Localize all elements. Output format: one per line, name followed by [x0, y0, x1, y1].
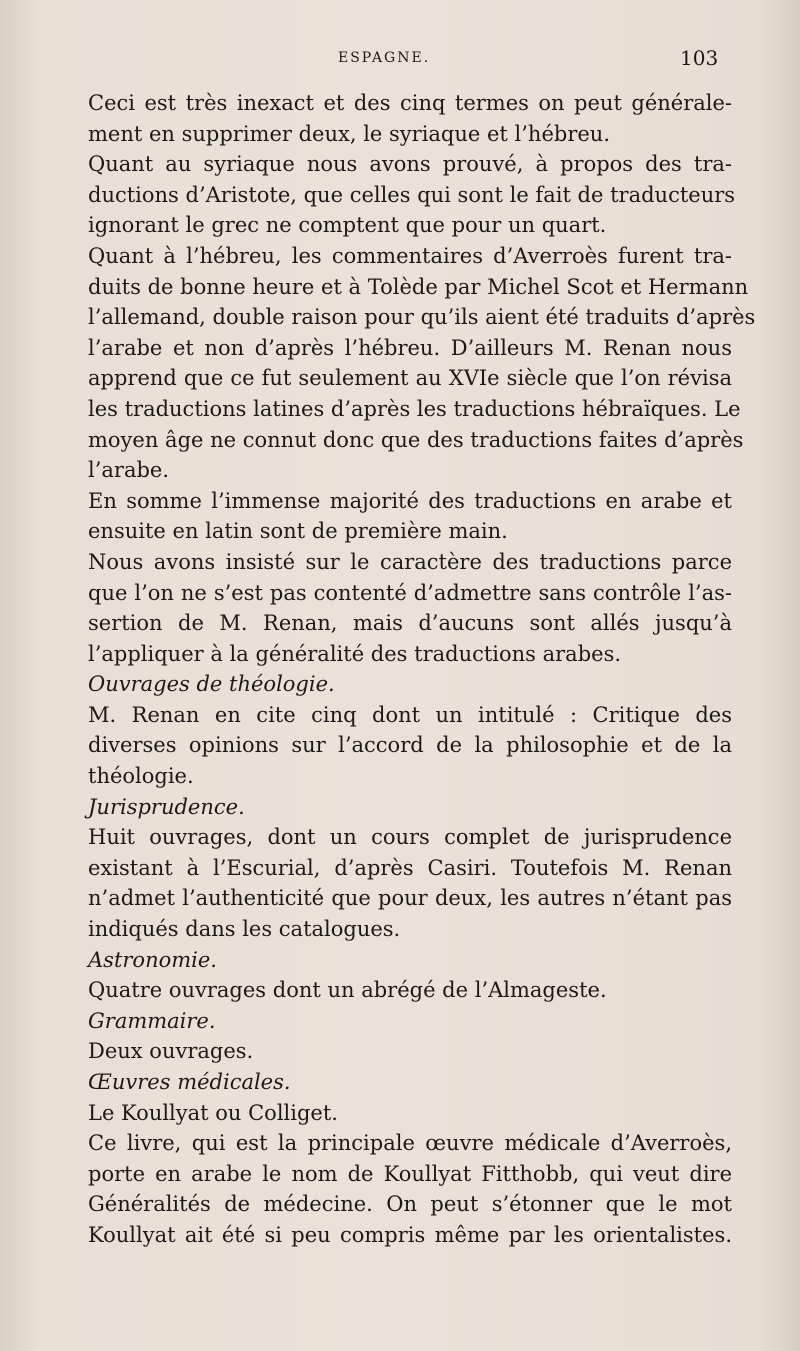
text-line: diverses opinions sur l’accord de la philosophie et de la — [88, 733, 732, 758]
paragraph — [64, 547, 732, 669]
text-line: l’allemand, double raison pour qu’ils aient été traduits d’après — [88, 305, 756, 330]
text-line: Quant à l’hébreu, les commentaires d’Averroès furent tra- — [88, 243, 732, 268]
text-line: Le Koullyat ou Colliget. — [88, 1100, 338, 1125]
text-line: Deux ouvrages. — [88, 1039, 254, 1064]
heading-text: Grammaire. — [88, 1008, 216, 1033]
text-line: duits de bonne heure et à Tolède par Michel Scot et Hermann — [88, 274, 749, 299]
paragraph — [64, 1098, 732, 1129]
text-line: ensuite en latin sont de première main. — [88, 519, 508, 544]
running-head-title: ESPAGNE. — [338, 50, 431, 66]
text-line: Nous avons insisté sur le caractère des traductions parce — [88, 549, 732, 574]
text-line: que l’on ne s’est pas contenté d’admettre sans contrôle l’as- — [88, 580, 732, 605]
section-heading — [64, 945, 732, 976]
paragraph — [64, 975, 732, 1006]
text-line: indiqués dans les catalogues. — [88, 917, 401, 942]
section-heading — [64, 669, 732, 700]
text-line: théologie. — [88, 764, 194, 789]
paragraph — [64, 1036, 732, 1067]
text-line: Ceci est très inexact et des cinq termes on peut générale- — [88, 91, 732, 115]
text-line: Quatre ouvrages dont un abrégé de l’Almageste. — [88, 978, 607, 1003]
paragraph — [64, 700, 732, 792]
heading-text: Jurisprudence. — [88, 794, 245, 819]
heading-text: Œuvres médicales. — [88, 1070, 291, 1094]
paragraph — [64, 88, 732, 149]
text-line: Ce livre, qui est la principale œuvre médicale d’Averroès, — [88, 1131, 732, 1156]
paragraph — [64, 241, 756, 486]
paragraph — [64, 822, 732, 944]
section-heading — [64, 1006, 732, 1037]
running-head — [0, 46, 800, 70]
text-line: Généralités de médecine. On peut s’étonner que le mot — [88, 1192, 732, 1217]
section-heading — [64, 792, 732, 823]
text-line: l’appliquer à la généralité des traductions arabes. — [88, 641, 622, 666]
text-line: ment en supprimer deux, le syriaque et l’hébreu. — [88, 121, 610, 146]
text-line: porte en arabe le nom de Koullyat Fitthobb, qui veut dire — [88, 1161, 732, 1186]
text-line: Huit ouvrages, dont un cours complet de jurisprudence — [88, 825, 732, 850]
text-line: l’arabe et non d’après l’hébreu. D’ailleurs M. Renan nous — [88, 335, 732, 360]
text-line: moyen âge ne connut donc que des traductions faites d’après — [88, 427, 744, 452]
text-line: n’admet l’authenticité que pour deux, les autres n’étant pas — [88, 886, 732, 911]
heading-text: Astronomie. — [88, 947, 217, 972]
body-text — [64, 88, 756, 1251]
paragraph — [64, 149, 736, 241]
text-line: apprend que ce fut seulement au XVIe siècle que l’on révisa — [88, 366, 732, 391]
paragraph — [64, 1128, 732, 1250]
text-line: En somme l’immense majorité des traductions en arabe et — [88, 488, 732, 513]
text-line: Koullyat ait été si peu compris même par les orientalistes. — [88, 1222, 732, 1247]
text-line: M. Renan en cite cinq dont un intitulé : Critique des — [88, 702, 732, 727]
text-line: existant à l’Escurial, d’après Casiri. Toutefois M. Renan — [88, 855, 732, 880]
text-line: les traductions latines d’après les traductions hébraïques. Le — [88, 396, 741, 421]
page-number: 103 — [680, 46, 719, 70]
section-heading — [64, 1067, 732, 1098]
text-line: ignorant le grec ne comptent que pour un quart. — [88, 213, 607, 238]
paragraph — [64, 486, 732, 547]
text-line: l’arabe. — [88, 458, 170, 483]
heading-text: Ouvrages de théologie. — [88, 672, 335, 697]
text-line: sertion de M. Renan, mais d’aucuns sont allés jusqu’à — [88, 611, 732, 636]
text-line: Quant au syriaque nous avons prouvé, à propos des tra- — [88, 152, 732, 177]
text-line: ductions d’Aristote, que celles qui sont le fait de traducteurs — [88, 182, 736, 207]
